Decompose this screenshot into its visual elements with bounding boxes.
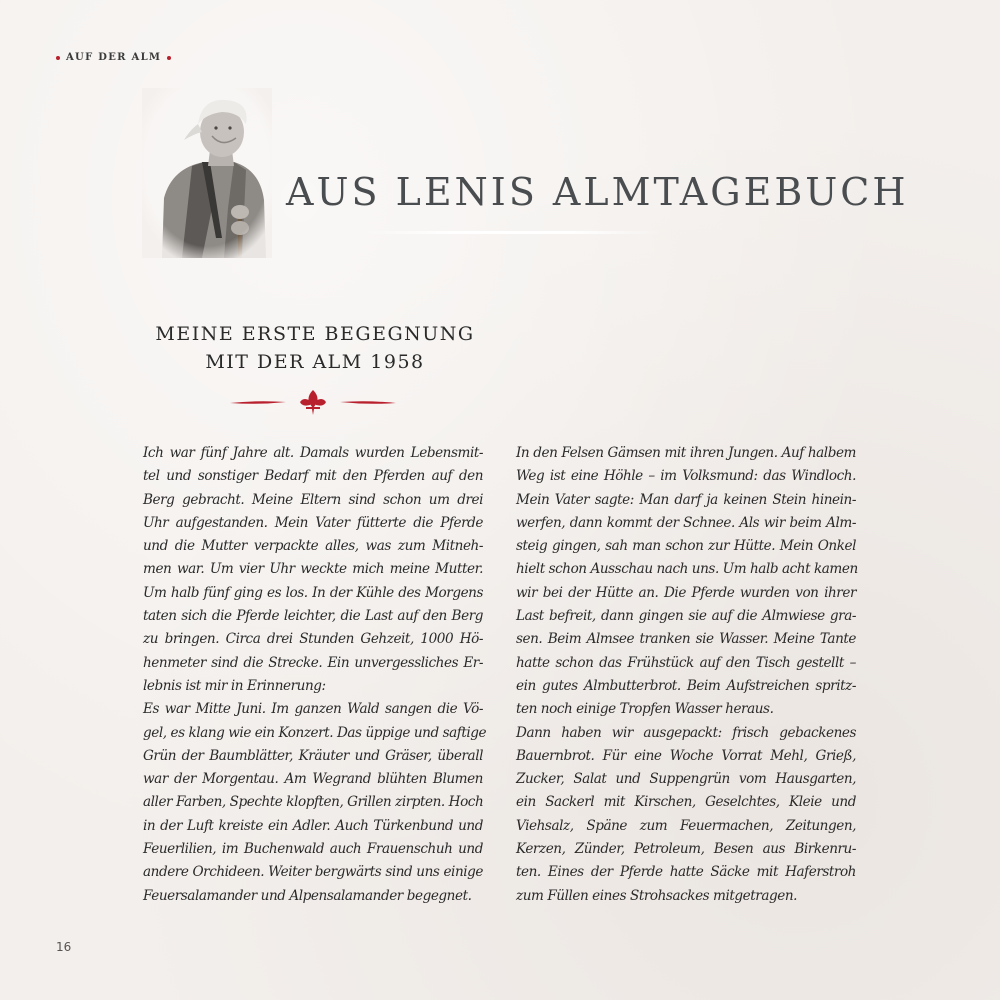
text-line: In den Felsen Gämsen mit ihren Jungen. Auf halbem: [516, 445, 856, 461]
text-line: taten sich die Pferde leichter, die Last auf den Berg: [143, 608, 483, 625]
fleur-de-lis-divider-icon: [228, 388, 398, 416]
text-column-left: [143, 442, 487, 908]
subtitle: [150, 320, 480, 376]
text-line: men war. Um vier Uhr weckte mich meine Mutter.: [143, 561, 483, 578]
subtitle-line-1: MEINE ERSTE BEGEGNUNG: [155, 323, 475, 345]
text-line: ten noch einige Tropfen Wasser heraus.: [516, 701, 774, 718]
text-line: Uhr aufgestanden. Mein Vater fütterte die Pferde: [143, 514, 483, 531]
title-underline: [362, 231, 662, 234]
text-line: steig gingen, sah man schon zur Hütte. Mein Onkel: [516, 538, 856, 555]
text-line: Feuersalamander und Alpensalamander begegnet.: [143, 887, 472, 904]
text-line: Last befreit, dann gingen sie auf die Almwiese gra-: [516, 608, 856, 625]
text-line: Berg gebracht. Meine Eltern sind schon um drei: [143, 491, 483, 508]
text-line: Es war Mitte Juni. Im ganzen Wald sangen die Vö-: [143, 701, 483, 718]
bullet-dot-icon: [56, 56, 60, 60]
text-line: Dann haben wir ausgepackt: frisch gebackenes: [516, 724, 856, 741]
page-title: AUS LENIS ALMTAGEBUCH: [286, 170, 909, 214]
text-line: gel, es klang wie ein Konzert. Das üppige und saftige: [143, 724, 487, 741]
text-line: Kerzen, Zünder, Petroleum, Besen aus Birkenru-: [516, 841, 856, 858]
text-column-right: [516, 442, 856, 908]
text-line: war der Morgentau. Am Wegrand blühten Blumen: [143, 771, 483, 788]
woman-portrait-photo: [142, 88, 272, 258]
text-line: werfen, dann kommt der Schnee. Als wir beim Alm-: [516, 514, 856, 531]
text-line: Grün der Baumblätter, Kräuter und Gräser, überall: [143, 747, 483, 764]
section-tag-label: AUF DER ALM: [66, 52, 162, 63]
text-line: ein Sackerl mit Kirschen, Geselchtes, Kleie und: [516, 794, 856, 811]
text-line: ein gutes Almbutterbrot. Beim Aufstreichen spritz-: [516, 677, 856, 694]
text-line: Weg ist eine Höhle – im Volksmund: das Windloch.: [516, 468, 856, 485]
text-line: zum Füllen eines Strohsackes mitgetragen.: [516, 887, 797, 904]
text-line: Viehsalz, Späne zum Feuermachen, Zeitungen,: [516, 817, 856, 834]
text-line: lebnis ist mir in Erinnerung:: [143, 677, 326, 694]
text-line: aller Farben, Spechte klopften, Grillen zirpten. Hoch: [143, 794, 484, 811]
section-tag: [56, 52, 171, 63]
text-line: Feuerlilien, im Buchenwald auch Frauenschuh und: [143, 841, 483, 858]
text-line: zu bringen. Circa drei Stunden Gehzeit, 1000 Hö-: [143, 631, 483, 648]
text-line: ten. Eines der Pferde hatte Säcke mit Haferstroh: [516, 864, 856, 881]
text-line: Bauernbrot. Für eine Woche Vorrat Mehl, Grieß,: [516, 747, 856, 764]
text-line: tel und sonstiger Bedarf mit den Pferden auf den: [143, 468, 483, 485]
text-line: und die Mutter verpackte alles, was zum Mitneh-: [143, 538, 483, 555]
text-line: Um halb fünf ging es los. In der Kühle des Morgens: [143, 584, 483, 601]
text-line: Ich war fünf Jahre alt. Damals wurden Lebensmit-: [143, 445, 483, 461]
page-number: 16: [56, 940, 72, 954]
text-line: in der Luft kreiste ein Adler. Auch Türkenbund und: [143, 817, 483, 834]
text-line: wir bei der Hütte an. Die Pferde wurden von ihrer: [516, 584, 856, 601]
text-line: hatte schon das Frühstück auf den Tisch gestellt –: [516, 654, 856, 671]
text-line: Zucker, Salat und Suppengrün vom Hausgarten,: [516, 771, 856, 788]
subtitle-line-2: MIT DER ALM 1958: [205, 351, 425, 373]
text-line: sen. Beim Almsee tranken sie Wasser. Meine Tante: [516, 631, 856, 648]
text-line: hielt schon Ausschau nach uns. Um halb acht kamen: [516, 561, 858, 578]
bullet-dot-icon: [167, 56, 171, 60]
text-line: andere Orchideen. Weiter bergwärts sind uns einige: [143, 864, 483, 881]
text-line: henmeter sind die Strecke. Ein unvergessliches Er-: [143, 654, 483, 671]
text-line: Mein Vater sagte: Man darf ja keinen Stein hinein-: [516, 491, 856, 508]
